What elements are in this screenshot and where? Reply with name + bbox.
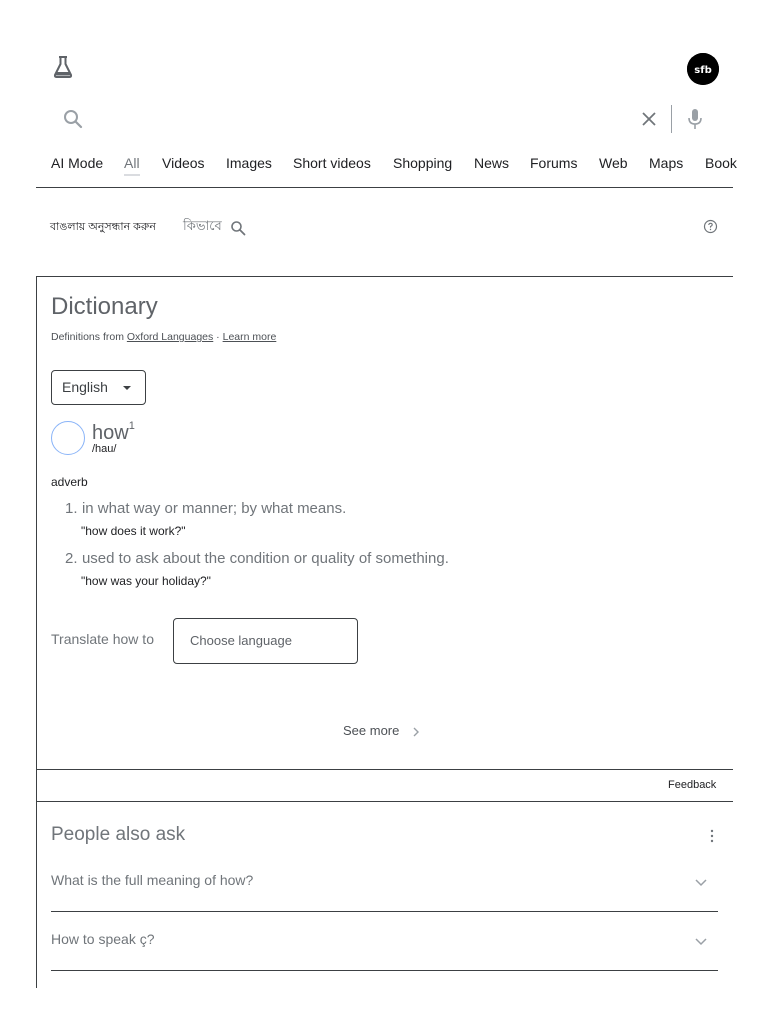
microphone-icon[interactable]: [686, 107, 704, 131]
tab-images[interactable]: Images: [226, 155, 272, 171]
paa-divider: [51, 970, 718, 971]
tab-ai-mode[interactable]: AI Mode: [51, 155, 104, 171]
see-more-button[interactable]: See more: [343, 723, 400, 738]
dictionary-source: [51, 331, 276, 343]
definition-item: [65, 500, 346, 518]
definition-text: in what way or manner; by what means.: [81, 500, 347, 517]
tab-videos[interactable]: Videos: [162, 155, 205, 171]
paa-divider: [51, 911, 718, 912]
paa-left-border: [36, 802, 37, 988]
dictionary-card-bottom-border: [36, 769, 733, 770]
tab-forums[interactable]: Forums: [530, 155, 578, 171]
definition-example: "how does it work?": [81, 524, 186, 538]
tab-news[interactable]: News: [474, 155, 510, 171]
definition-number: 1.: [65, 500, 78, 517]
people-also-ask-title: People also ask: [51, 824, 186, 845]
caret-down-icon: [123, 386, 131, 390]
tab-books[interactable]: Book: [705, 155, 737, 171]
search-icon: [62, 108, 84, 130]
chevron-down-icon[interactable]: [694, 937, 708, 947]
definition-number: 2.: [65, 550, 78, 567]
paa-question[interactable]: How to speak ç?: [51, 931, 155, 947]
help-icon[interactable]: [703, 219, 718, 234]
tab-web[interactable]: Web: [599, 155, 628, 171]
pronunciation-audio-button[interactable]: [51, 421, 85, 455]
svg-text:sfb: sfb: [694, 65, 712, 76]
phonetic-spelling: /hau/: [92, 443, 117, 455]
headword-superscript: 1: [128, 420, 135, 433]
dictionary-title: Dictionary: [51, 293, 158, 320]
tab-short-videos[interactable]: Short videos: [293, 155, 371, 171]
translate-language-select[interactable]: Choose language: [173, 618, 358, 664]
source-prefix: Definitions from: [51, 331, 127, 343]
source-separator: ·: [213, 331, 223, 343]
tab-shopping[interactable]: Shopping: [393, 155, 453, 171]
learn-more-link[interactable]: Learn more: [222, 331, 277, 343]
bengali-how-link[interactable]: কিভাবে: [183, 218, 222, 233]
dictionary-card-top-border: [36, 276, 733, 277]
language-select[interactable]: [51, 370, 146, 405]
definition-item: [65, 550, 449, 568]
bengali-search-link[interactable]: বাঙলায় অনুসন্ধান করুন: [50, 221, 156, 233]
labs-flask-icon[interactable]: [52, 55, 74, 79]
chevron-right-icon: [410, 724, 422, 740]
tab-all-label: All: [124, 155, 140, 171]
account-avatar[interactable]: [687, 53, 719, 85]
tabs-divider: [36, 187, 733, 188]
headword: [92, 422, 135, 445]
clear-icon[interactable]: [639, 109, 659, 129]
search-input[interactable]: [92, 104, 616, 136]
oxford-languages-link[interactable]: Oxford Languages: [126, 331, 214, 343]
headword-text: how: [92, 422, 129, 444]
tab-all[interactable]: [124, 150, 140, 178]
search-divider: [671, 105, 672, 133]
definition-example: "how was your holiday?": [81, 574, 211, 588]
search-icon[interactable]: [230, 220, 246, 236]
paa-question[interactable]: What is the full meaning of how?: [51, 872, 254, 888]
definition-text: used to ask about the condition or quality of something.: [81, 550, 449, 567]
chevron-down-icon[interactable]: [694, 878, 708, 888]
tab-maps[interactable]: Maps: [649, 155, 684, 171]
language-value: English: [62, 379, 108, 395]
more-vert-icon[interactable]: [706, 827, 718, 845]
dictionary-card-left-border: [36, 276, 37, 802]
feedback-link[interactable]: Feedback: [668, 779, 717, 791]
feedback-divider: [36, 801, 733, 802]
translate-label: Translate how to: [51, 631, 154, 647]
active-tab-indicator: [124, 174, 140, 176]
part-of-speech: adverb: [51, 475, 88, 489]
